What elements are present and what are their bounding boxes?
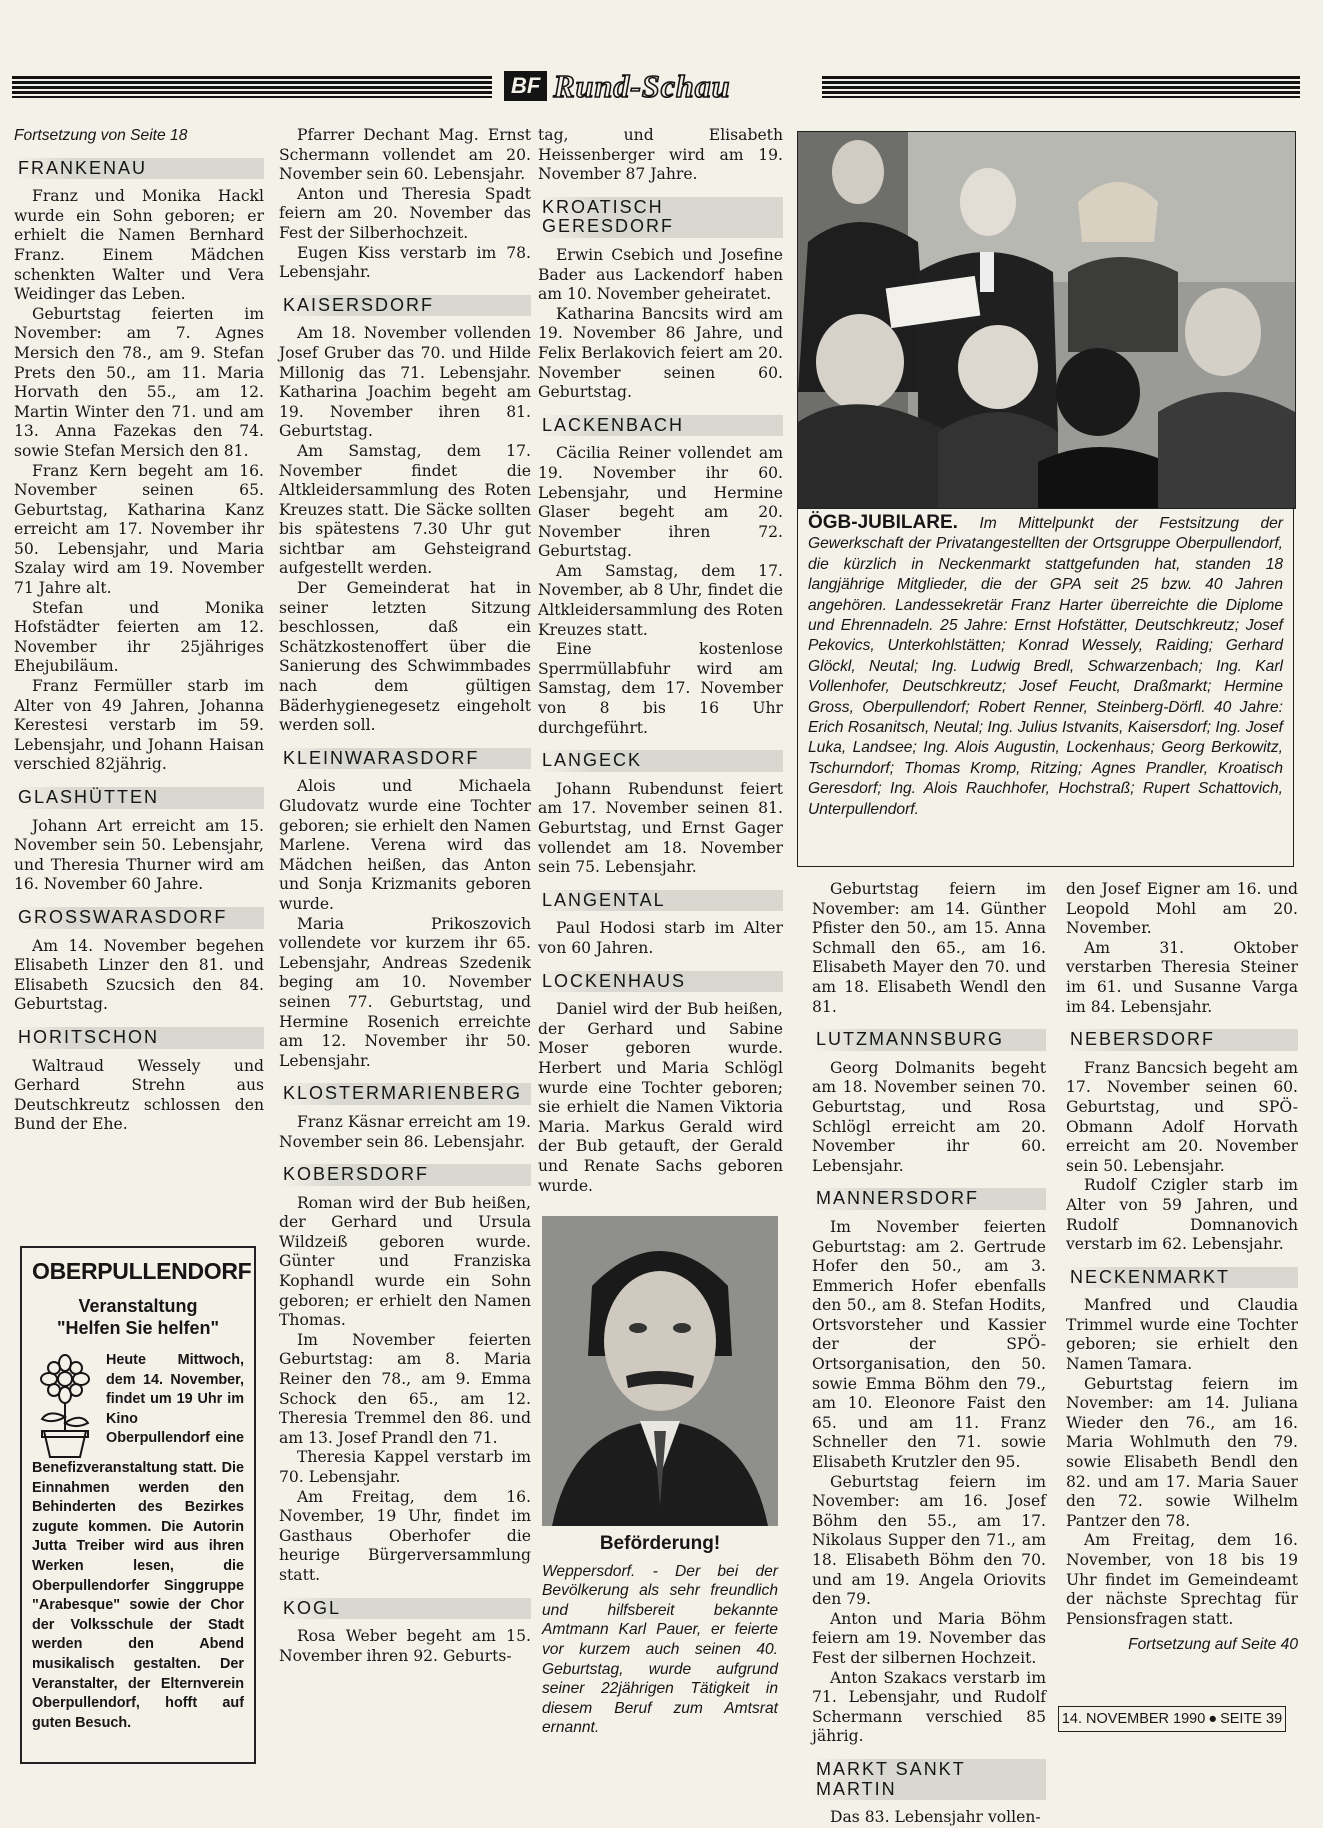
column-2 <box>279 126 531 1666</box>
section-heading: KLEINWARASDORF <box>279 748 531 770</box>
continued-from: Fortsetzung von Seite 18 <box>14 127 188 144</box>
section-heading: NEBERSDORF <box>1066 1029 1298 1051</box>
header-rule-right <box>822 76 1300 98</box>
section-heading: KOGL <box>279 1598 531 1620</box>
article-paragraph: Franz Bancsich begeht am 17. November seinen 60. Geburtstag, und SPÖ-Obmann Adolf Horvath erreicht am 20. November sein 50. Lebensjahr. <box>1066 1058 1298 1175</box>
article-paragraph: Anton und Maria Böhm feiern am 19. November das Fest der silbernen Hochzeit. <box>812 1609 1046 1667</box>
article-paragraph: Maria Prikoszovich vollendete vor kurzem ihr 65. Lebensjahr, Andreas Szedenik beging am 10. November seinen 77. Geburtstag, und Hermine Rosenich erreichte am 12. November ihr 50. Lebensjahr. <box>279 914 531 1070</box>
caption-text: Im Mittelpunkt der Festsitzung der Gewerkschaft der Privatangestellten der Ortsgruppe Oberpullendorf, die kürzlich in Neckenmarkt stattgefunden hat, standen 18 langjährige Mitglieder, die der GPA seit 25 bzw. 40 Jahren angehören. Landessekretär Franz Harter überreichte die Diplome und Ehrennadeln. 25 Jahre: Ernst Hofstätter, Deutschkreutz; Josef Pekovics, Unterkohlstätten; Konrad Wessely, Raiding; Gerhard Glöckl, Neutal; Ing. Ludwig Bredl, Schwarzenbach; Ing. Karl Vollenhofer, Deutschkreutz; Josef Feucht, Draßmarkt; Hermine Gross, Oberpullendorf; Robert Renner, Steinberg-Dörfl. 40 Jahre: Erich Rosanitsch, Neutal; Ing. Julius Istvanits, Kaisersdorf; Ing. Josef Luka, Landsee; Ing. Alois Augustin, Lockenhaus; Georg Berkowitz, Tschurndorf; Thomas Kromp, Ritzing; Agnes Prandler, Kroatisch Geresdorf; Ing. Alois Rauchhofer, Hochstraß; Rupert Schattovich, Unterpullendorf. <box>808 515 1283 818</box>
article-paragraph: Franz und Monika Hackl wurde ein Sohn geboren; er erhielt die Namen Bernhard Franz. Einem Mädchen schenkten Walter und Vera Weidinger das Leben. <box>14 187 264 304</box>
page-footer <box>1058 1706 1286 1732</box>
article-paragraph: Am 31. Oktober verstarben Theresia Steiner im 61. und Susanne Varga im 84. Lebensjahr. <box>1066 938 1298 1016</box>
article-paragraph: Anton Szakacs verstarb im 71. Lebensjahr, und Rudolf Schermann verschied 85 jährig. <box>812 1668 1046 1746</box>
article-paragraph: Anton und Theresia Spadt feiern am 20. November das Fest der Silberhochzeit. <box>279 184 531 242</box>
article-paragraph: Rosa Weber begeht am 15. November ihren 92. Geburts- <box>279 1627 531 1665</box>
section-heading: LANGECK <box>538 750 783 772</box>
section-heading: FRANKENAU <box>14 158 264 180</box>
section-heading: KOBERSDORF <box>279 1164 531 1186</box>
section-heading: GROSSWARASDORF <box>14 907 264 929</box>
article-paragraph: Am Freitag, dem 16. November, 19 Uhr, findet im Gasthaus Oberhofer die heurige Bürgerversammlung statt. <box>279 1487 531 1584</box>
issue-date: 14. NOVEMBER 1990 <box>1061 1711 1206 1727</box>
ad-subtitle-line1: Veranstaltung <box>78 1296 198 1316</box>
continued-on: Fortsetzung auf Seite 40 <box>1128 1636 1298 1654</box>
article-paragraph: Theresia Kappel verstarb im 70. Lebensjahr. <box>279 1448 531 1486</box>
header-rule-left <box>12 76 492 98</box>
article-paragraph: Cäcilia Reiner vollendet am 19. November ihr 60. Lebensjahr, und Hermine Glaser begeht am 20. November ihren 72. Geburtstag. <box>538 444 783 561</box>
portrait-photo-image <box>542 1216 778 1526</box>
section-heading: LANGENTAL <box>538 890 783 912</box>
article-paragraph: Pfarrer Dechant Mag. Ernst Schermann vollendet am 20. November sein 60. Lebensjahr. <box>279 126 531 184</box>
article-paragraph: Geburtstag feiern im November: am 16. Josef Böhm den 55., am 17. Nikolaus Supper den 71., am 18. Elisabeth Böhm den 70. und am 19. Angela Oriovits den 79. <box>812 1472 1046 1609</box>
article-paragraph: Der Gemeinderat hat in seiner letzten Sitzung beschlossen, daß ein Schätzkostenoffert über die Sanierung des Schwimmbades nach dem gültigen Bäderhygienegesetz eingeholt werden soll. <box>279 579 531 735</box>
ad-town: OBERPULLENDORF <box>32 1258 252 1284</box>
article-paragraph: Rudolf Czigler starb im Alter von 59 Jahren, und Rudolf Domnanovich verstarb im 62. Lebensjahr. <box>1066 1176 1298 1254</box>
article-paragraph: den Josef Eigner am 16. und Leopold Mohl am 20. November. <box>1066 880 1298 938</box>
caption-lead: ÖGB-JUBILARE. <box>808 512 958 533</box>
portrait-text: Weppersdorf. - Der bei der Bevölkerung als sehr freundlich und hilfsbereit bekannte Amtmann Karl Pauer, er feierte vor kurzem auch seinen 40. Geburtstag, wurde aufgrund seiner 22jährigen Tätigkeit in diesem Beruf zum Amtsrat ernannt. <box>542 1562 778 1737</box>
ad-subtitle <box>32 1295 244 1339</box>
section-heading: MANNERSDORF <box>812 1188 1046 1210</box>
article-paragraph: Das 83. Lebensjahr vollen- <box>830 1808 1041 1827</box>
article-paragraph: Roman wird der Bub heißen, der Gerhard und Ursula Wildzeiß geboren wurde. Günter und Franziska Kophandl wurde ein Sohn geboren; er erhielt den Namen Thomas. <box>279 1193 531 1330</box>
article-paragraph: Am Samstag, dem 17. November findet die Altkleidersammlung des Roten Kreuzes statt. Die Säcke sollten bis spätestens 7.30 Uhr gut sichtbar am Gehsteigrand aufgestellt werden. <box>279 441 531 578</box>
page-number: SEITE 39 <box>1220 1711 1283 1727</box>
article-paragraph: Alois und Michaela Gludovatz wurde eine Tochter geboren; sie erhielt den Namen Marlene. Verena wird das Mädchen heißen, das Anton und Sonja Krizmanits geboren wurde. <box>279 777 531 913</box>
column-1 <box>14 126 264 1135</box>
portrait-title: Beförderung! <box>599 1533 721 1554</box>
section-heading: MARKT SANKT MARTIN <box>812 1759 1046 1800</box>
article-paragraph: Im November feierten Geburtstag: am 8. Maria Reiner den 78., am 9. Emma Schock den 65., am 12. Theresia Tremmel den 86. und am 13. Josef Prandl den 71. <box>279 1330 531 1447</box>
ad-text-block <box>32 1351 244 1733</box>
article-paragraph: Stefan und Monika Hofstädter feierten am 12. November ihr 25jähriges Ehejubiläum. <box>14 598 264 676</box>
section-heading: HORITSCHON <box>14 1027 264 1049</box>
portrait-article <box>542 1534 778 1738</box>
flower-pot-icon <box>32 1353 98 1459</box>
column-4 <box>812 880 1046 1828</box>
article-paragraph: Eugen Kiss verstarb im 78. Lebensjahr. <box>279 243 531 282</box>
article-paragraph: Am Freitag, dem 16. November, von 18 bis 19 Uhr findet im Gemeindeamt der nächste Sprechtag für Pensionsfragen statt. <box>1066 1531 1298 1628</box>
article-paragraph: Georg Dolmanits begeht am 18. November seinen 70. Geburtstag, und Rosa Schlögl erreicht am 20. November ihr 60. Lebensjahr. <box>812 1058 1046 1175</box>
article-paragraph: Katharina Bancsits wird am 19. November 86 Jahre, und Felix Berlakovich feiert am 20. November seinen 60. Geburtstag. <box>538 304 783 402</box>
section-heading: KROATISCH GERESDORF <box>538 197 783 238</box>
article-paragraph: Waltraud Wessely und Gerhard Strehn aus Deutschkreutz schlossen den Bund der Ehe. <box>14 1056 264 1134</box>
footer-bullet: ● <box>1208 1711 1218 1727</box>
ad-subtitle-line2: "Helfen Sie helfen" <box>56 1318 220 1338</box>
photo-award-ceremony <box>797 131 1296 509</box>
article-paragraph: Eine kostenlose Sperrmüllabfuhr wird am Samstag, dem 17. November von 8 bis 16 Uhr durchgeführt. <box>538 640 783 737</box>
portrait-photo <box>542 1216 778 1526</box>
article-paragraph: Am 18. November vollenden Josef Gruber das 70. und Hilde Millonig das 71. Lebensjahr. Katharina Joachim begeht am 19. November ihren 81. Geburtstag. <box>279 324 531 441</box>
section-logo <box>504 68 731 104</box>
section-heading: GLASHÜTTEN <box>14 787 264 809</box>
article-paragraph: Johann Art erreicht am 15. November sein 50. Lebensjahr, und Theresia Thurner wird am 16. November 60 Jahre. <box>14 816 264 894</box>
event-ad-box <box>20 1246 256 1764</box>
section-title: Rund-Schau <box>553 67 731 104</box>
column-5 <box>1066 880 1298 1655</box>
page-header <box>12 66 1300 106</box>
article-paragraph: Geburtstag feiern im November: am 14. Juliana Wieder den 76., am 16. Maria Wohlmuth den 79. sowie Elisabeth Bendl den 82. und am 17. Maria Sauer den 72. sowie Wilhelm Pantzer den 78. <box>1066 1374 1298 1530</box>
article-paragraph: Manfred und Claudia Trimmel wurde eine Tochter geboren; sie erhielt den Namen Tamara. <box>1066 1296 1298 1374</box>
article-paragraph: Daniel wird der Bub heißen, der Gerhard und Sabine Moser geboren wurde. Herbert und Maria Schlögl wurde eine Tochter geboren; sie erhielt die Namen Viktoria Maria. Markus Gerald wird der Bub getauft, der Gerald und Renate Sachs geboren wurde. <box>538 1000 783 1195</box>
article-paragraph: Am 14. November begehen Elisabeth Linzer den 81. und Elisabeth Szucsich den 84. Geburtstag. <box>14 936 264 1014</box>
article-paragraph: tag, und Elisabeth Heissenberger wird am 19. November 87 Jahre. <box>538 126 783 184</box>
article-paragraph: Franz Kern begeht am 16. November seinen 65. Geburtstag, Katharina Kanz erreicht am 17. November ihr 50. Lebensjahr, und Maria Szalay wird am 19. November 71 Jahre alt. <box>14 461 264 598</box>
section-heading: LACKENBACH <box>538 415 783 437</box>
article-paragraph: Franz Käsnar erreicht am 19. November sein 86. Lebensjahr. <box>279 1112 531 1151</box>
column-3 <box>538 126 783 1196</box>
section-heading: LUTZMANNSBURG <box>812 1029 1046 1051</box>
article-paragraph: Johann Rubendunst feiert am 17. November seinen 81. Geburtstag, und Ernst Gager vollendet am 18. November sein 75. Lebensjahr. <box>538 779 783 877</box>
section-heading: LOCKENHAUS <box>538 971 783 993</box>
article-paragraph: Am Samstag, dem 17. November, ab 8 Uhr, findet die Altkleidersammlung des Roten Kreuzes statt. <box>538 561 783 639</box>
article-paragraph: Geburtstag feierten im November: am 7. Agnes Mersich den 78., am 9. Stefan Prets den 50., am 11. Maria Horvath den 55., am 12. Martin Winter den 71. und am 13. Anna Fazekas den 74. sowie Stefan Mersich den 81. <box>14 304 264 460</box>
article-paragraph: Geburtstag feiern im November: am 14. Günther Pfister den 50., am 15. Anna Schmall den 65., am 16. Elisabeth Mayer den 70. und am 18. Elisabeth Wendl den 81. <box>812 880 1046 1016</box>
section-heading: KLOSTERMARIENBERG <box>279 1083 531 1105</box>
article-paragraph: Paul Hodosi starb im Alter von 60 Jahren. <box>538 919 783 957</box>
article-paragraph: Erwin Csebich und Josefine Bader aus Lackendorf haben am 10. November geheiratet. <box>538 245 783 304</box>
section-heading: NECKENMARKT <box>1066 1267 1298 1289</box>
section-heading: KAISERSDORF <box>279 295 531 317</box>
article-paragraph: Im November feierten Geburtstag: am 2. Gertrude Hofer den 50., am 3. Emmerich Hofer ebenfalls den 50., am 8. Stefan Hodits, Ortsvorsteher und Kassier der der SPÖ-Ortsorganisation, den 50. sowie Emma Böhm den 79., am 10. Eleonore Faist den 65. und am 11. Franz Schneller den 71. sowie Elisabeth Krutzler den 95. <box>812 1217 1046 1472</box>
bf-logo: BF <box>504 71 547 101</box>
article-paragraph: Franz Fermüller starb im Alter von 49 Jahren, Johanna Kerestesi verstarb im 59. Lebensjahr, und Johann Haisan verschied 82jährig. <box>14 677 264 774</box>
photo-caption <box>797 507 1294 867</box>
photo-award-ceremony-image <box>798 132 1295 508</box>
ad-body: Heute Mittwoch, dem 14. November, findet um 19 Uhr im Kino Oberpullendorf eine Benefizveranstaltung statt. Die Einnahmen werden den Behinderten des Bezirkes zugute kommen. Die Autorin Jutta Treiber wird aus ihren Werken lesen, die Oberpullendorfer Singgruppe "Arabesque" sowie der Chor der Volksschule der Stadt werden den Abend musikalisch gestalten. Der Veranstalter, der Elternverein Oberpullendorf, hofft auf guten Besuch. <box>32 1352 244 1731</box>
